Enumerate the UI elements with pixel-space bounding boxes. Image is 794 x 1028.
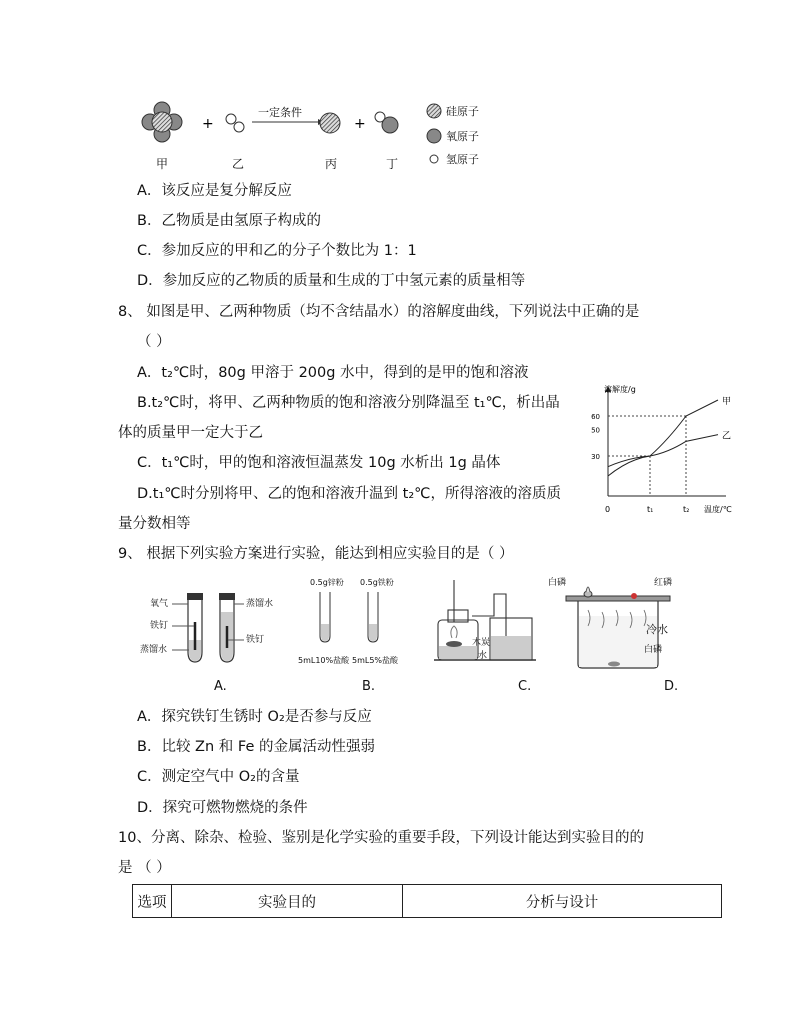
label-jia: 甲 [156, 157, 169, 171]
series-label-jia: 甲 [722, 397, 732, 407]
q8-option-b-line1: B.t₂℃时，将甲、乙两种物质的饱和溶液分别降温至 t₁℃，析出晶 [137, 395, 560, 411]
fig-a-label-oxygen: 氧气 [150, 599, 169, 609]
svg-text:+: + [354, 116, 366, 132]
series-label-yi: 乙 [722, 431, 732, 442]
q8-stem: 8、 如图是甲、乙两种物质（均不含结晶水）的溶解度曲线，下列说法中正确的是 [118, 304, 640, 320]
q8-option-a: A．t₂℃时，80g 甲溶于 200g 水中，得到的是甲的饱和溶液 [137, 365, 529, 381]
y-axis-label: 溶解度/g [604, 385, 636, 394]
q8-option-c: C．t₁℃时，甲的饱和溶液恒温蒸发 10g 水析出 1g 晶体 [137, 455, 501, 471]
fig-b-label-acid-2: 5mL5%盐酸 [352, 656, 399, 665]
reaction-condition: 一定条件 [258, 106, 302, 119]
fig-d-caption: D. [664, 679, 679, 694]
reaction-diagram [130, 95, 500, 175]
fig-d-label-white-p-2: 白磷 [644, 645, 663, 655]
fig-a-label-water: 蒸馏水 [140, 645, 168, 655]
fig-d-label-red-p: 红磷 [654, 578, 673, 588]
molecule-ding [375, 112, 398, 133]
molecule-yi [226, 114, 244, 132]
x-tick-label: 0 [605, 505, 611, 514]
q8-option-b-line2: 体的质量甲一定大于乙 [118, 425, 263, 441]
q9-option-c: C．测定空气中 O₂的含量 [137, 769, 300, 785]
table-header-row [133, 885, 722, 918]
q9-option-d: D．探究可燃物燃烧的条件 [137, 800, 308, 816]
fig-c-caption: C. [518, 679, 532, 694]
legend-h-icon [430, 155, 438, 163]
fig-b-caption: B. [362, 679, 376, 694]
q8-option-d-line2: 量分数相等 [118, 516, 191, 532]
fig-a-label-nail: 铁钉 [150, 621, 169, 631]
q7-option-a: A．该反应是复分解反应 [137, 183, 292, 199]
q10-stem-line1: 10、分离、除杂、检验、鉴别是化学实验的重要手段，下列设计能达到实验目的的 [118, 830, 644, 846]
solubility-chart [591, 382, 748, 518]
q7-option-b: B．乙物质是由氢原子构成的 [137, 213, 321, 229]
q10-table [132, 884, 722, 918]
y-tick-label: 60 [591, 413, 600, 421]
col-purpose: 实验目的 [172, 885, 403, 918]
fig-c-label-charcoal: 木炭 [472, 638, 491, 648]
series-line-yi [608, 435, 718, 467]
fig-a-caption: A. [214, 679, 227, 694]
label-ding: 丁 [386, 157, 399, 171]
molecule-bing [320, 113, 340, 133]
legend-si: 硅原子 [446, 105, 479, 118]
fig-a-label-water-2: 蒸馏水 [246, 599, 274, 609]
legend-si-icon [427, 104, 441, 118]
x-tick-label: t₂ [683, 505, 690, 514]
q7-option-d: D．参加反应的乙物质的质量和生成的丁中氢元素的质量相等 [137, 273, 526, 289]
q9-option-b: B．比较 Zn 和 Fe 的金属活动性强弱 [137, 739, 375, 755]
q8-option-d-line1: D.t₁℃时分别将甲、乙的饱和溶液升温到 t₂℃，所得溶液的溶质质 [137, 486, 561, 502]
x-tick-label: t₁ [647, 505, 654, 514]
col-analysis: 分析与设计 [403, 885, 722, 918]
fig-a-label-nail-2: 铁钉 [246, 635, 265, 645]
y-tick-label: 30 [591, 453, 600, 461]
svg-text:+: + [202, 116, 214, 132]
col-option: 选项 [133, 885, 172, 918]
legend-o: 氧原子 [446, 130, 479, 143]
legend-h: 氢原子 [446, 153, 479, 166]
label-yi: 乙 [232, 157, 245, 171]
fig-d-label-white-p: 白磷 [548, 578, 567, 588]
fig-c-label-water: 水 [478, 651, 488, 661]
q7-option-c: C．参加反应的甲和乙的分子个数比为 1：1 [137, 243, 417, 259]
fig-d-label-cold-water: 冷水 [646, 623, 668, 636]
legend-o-icon [427, 129, 441, 143]
q8-paren: （ ） [137, 334, 171, 350]
fig-b-label-acid-1: 5mL10%盐酸 [298, 656, 350, 665]
q9-option-a: A．探究铁钉生锈时 O₂是否参与反应 [137, 709, 372, 725]
x-axis-label: 温度/℃ [704, 505, 732, 514]
fig-b-test-tubes [300, 588, 410, 648]
label-bing: 丙 [325, 157, 338, 171]
fig-b-label-fe: 0.5g铁粉 [360, 578, 394, 587]
q10-stem-line2: 是 （ ） [118, 860, 171, 876]
y-tick-label: 50 [591, 426, 600, 435]
fig-b-label-zn: 0.5g锌粉 [310, 578, 344, 587]
q9-stem: 9、 根据下列实验方案进行实验，能达到相应实验目的是（ ） [118, 546, 514, 562]
molecule-jia [142, 102, 182, 142]
